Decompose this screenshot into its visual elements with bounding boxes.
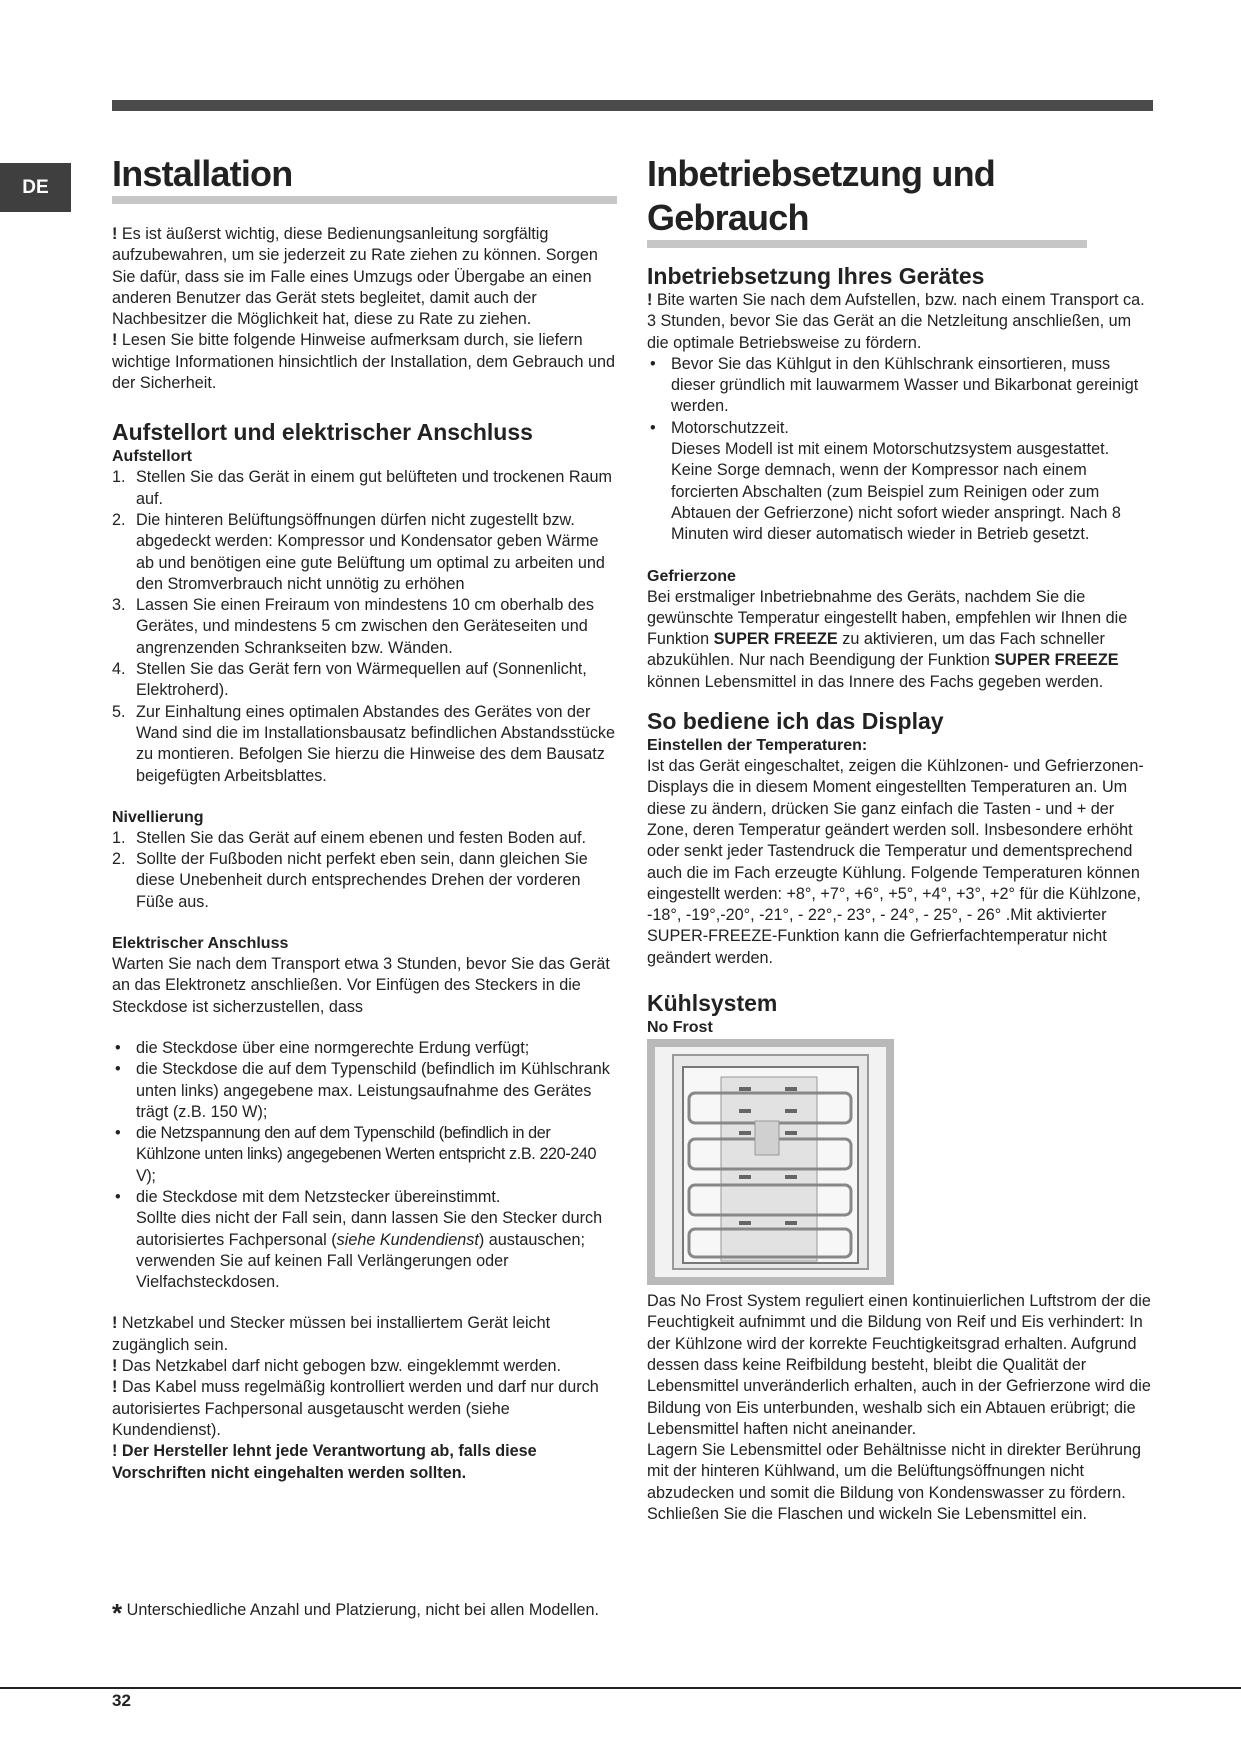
intro-paragraph-1: ! Es ist äußerst wichtig, diese Bedienungsanleitung sorgfältig aufzubewahren, um sie jederzeit zu Rate ziehen zu können. Sorgen Sie dafür, dass sie im Falle eines Umzugs oder Übergabe an einen anderen Benutzer das Gerät stets begleitet, damit auch der Nachbesitzer die Möglichkeit hat, diese zu Rate zu ziehen. [112, 225, 598, 329]
subheading-elektrischer-anschluss: Elektrischer Anschluss [112, 935, 289, 953]
list-item: • die Steckdose die auf dem Typenschild (befindlich im Kühlschrank unten links) angegebene max. Leistungsaufnahme des Gerätes trägt (z.B. 150 W); [115, 1060, 610, 1121]
installation-title: Installation [112, 152, 617, 204]
list-item: • Bevor Sie das Kühlgut in den Kühlschrank einsortieren, muss dieser gründlich mit lauwarmem Wasser und Bikarbonat gereinigt werden. [650, 354, 1139, 416]
list-item: • Motorschutzzeit. Dieses Modell ist mit einem Motorschutzsystem ausgestattet. Keine Sorge demnach, wenn der Kompressor nach einem forcierten Abschalten (zum Beispiel zum Reinigen oder zum Abtauen der Gefrierzone) nicht sofort wieder anspringt. Nach 8 Minuten wird dieser automatisch wieder in Betrieb gesetzt. [650, 418, 1121, 544]
footnote: * Unterschiedliche Anzahl und Platzierung, nicht bei allen Modellen. [112, 1598, 600, 1628]
aufstellort-list [112, 467, 617, 786]
right-column [647, 152, 1153, 1525]
subheading-aufstellort: Aufstellort [112, 448, 192, 466]
subheading-nivellierung: Nivellierung [112, 808, 204, 826]
elektrisch-intro: Warten Sie nach dem Transport etwa 3 Stunden, bevor Sie das Gerät an das Elektronetz anschließen. Vor Einfügen des Steckers in die Steckdose ist sicherzustellen, dass [112, 955, 610, 1016]
kuehlsystem-text-3: Schließen Sie die Flaschen und wickeln Sie Lebensmittel ein. [647, 1504, 1088, 1523]
subheading-gefrierzone: Gefrierzone [647, 567, 736, 585]
footer-rule [0, 1687, 1241, 1689]
list-item: 5. Zur Einhaltung eines optimalen Abstandes des Gerätes von der Wand sind die im Installationsbausatz befindlichen Abstandsstücke zu montieren. Befolgen Sie hierzu die Hinweise des dem Bausatz beigefügten Arbeitsblattes. [112, 702, 616, 785]
section-kuehlsystem: Kühlsystem [647, 990, 778, 1017]
warning-3: ! Das Kabel muss regelmäßig kontrolliert werden und darf nur durch autorisiertes Fachpersonal ausgetauscht werden (siehe Kundendienst). [112, 1378, 599, 1439]
language-tab: DE [0, 163, 71, 212]
warning-liability: ! Der Hersteller lehnt jede Verantwortung ab, falls diese Vorschriften nicht eingehalten werden sollten. [112, 1442, 537, 1482]
list-item: 1. Stellen Sie das Gerät auf einem ebenen und festen Boden auf. [112, 828, 586, 847]
section-inbetriebsetzung-geraet: Inbetriebsetzung Ihres Gerätes [647, 263, 985, 289]
s1-bullets [647, 354, 1153, 546]
section-aufstellort-anschluss: Aufstellort und elektrischer Anschluss [112, 419, 533, 446]
inbetriebsetzung-title: Inbetriebsetzung und Gebrauch [647, 152, 1087, 248]
list-item: 1. Stellen Sie das Gerät in einem gut belüfteten und trockenen Raum auf. [112, 468, 613, 508]
list-item: 2. Sollte der Fußboden nicht perfekt eben sein, dann gleichen Sie diese Unebenheit durch entsprechendes Drehen der vorderen Füße aus. [112, 850, 588, 911]
page-number: 32 [112, 1691, 131, 1710]
warning-1: ! Netzkabel und Stecker müssen bei installiertem Gerät leicht zugänglich sein. [112, 1314, 551, 1354]
display-text: Ist das Gerät eingeschaltet, zeigen die Kühlzonen- und Gefrierzonen-Displays die in diesem Moment eingestellten Temperaturen an. Um diese zu ändern, drücken Sie ganz einfach die Tasten - und + der Zone, deren Temperatur geändert werden soll. Insbesondere erhöht oder senkt jeder Tastendruck die Temperatur und dementsprechend auch die im Fach erzeugte Kühlung. Folgende Temperaturen können eingestellt werden: +8°, +7°, +6°, +5°, +4°, +3°, +2° für die Kühlzone, -18°, -19°,-20°, -21°, - 22°,- 23°, - 24°, - 25°, - 26° .Mit aktivierter SUPER-FREEZE-Funktion kann die Gefrierfachtemperatur nicht geändert werden. [647, 757, 1144, 967]
list-item: • die Steckdose mit dem Netzstecker übereinstimmt. Sollte dies nicht der Fall sein, dann lassen Sie den Stecker durch autorisiertes Fachpersonal (siehe Kundendienst) austauschen; verwenden Sie auf keinen Fall Verlängerungen oder Vielfachsteckdosen. [115, 1187, 603, 1292]
s1-intro: ! Bite warten Sie nach dem Aufstellen, bzw. nach einem Transport ca. 3 Stunden, bevor Sie das Gerät an die Netzleitung anschließen, um die optimale Betriebsweise zu fördern. [647, 291, 1145, 352]
no-frost-illustration [647, 1039, 894, 1285]
kuehlsystem-text-1: Das No Frost System reguliert einen kontinuierlichen Luftstrom der die Feuchtigkeit aufnimmt und die Bildung von Reif und Eis verhindert: In der Kühlzone wird der korrekte Feuchtigkeitsgrad erhalten. Aufgrund dessen dass keine Reifbildung besteht, bleibt die Qualität der Lebensmittel unveränderlich erhalten, auch in der Gefrierzone wird die Bildung von Eis unterbunden, weshalb sich ein Abtauen erübrigt; die Lebensmittel haften nicht aneinander. [647, 1292, 1151, 1438]
gefrierzone-text: Bei erstmaliger Inbetriebnahme des Geräts, nachdem Sie die gewünschte Temperatur eingestellt haben, empfehlen wir Ihnen die Funktion SUPER FREEZE zu aktivieren, um das Fach schneller abzukühlen. Nur nach Beendigung der Funktion SUPER FREEZE können Lebensmittel in das Innere des Fachs gegeben werden. [647, 587, 1128, 691]
left-column [112, 152, 617, 1484]
fridge-interior-image [655, 1047, 886, 1277]
intro-paragraph-2: ! Lesen Sie bitte folgende Hinweise aufmerksam durch, sie liefern wichtige Informationen hinsichtlich der Installation, dem Gebrauch und der Sicherheit. [112, 331, 615, 393]
kuehlsystem-text-2: Lagern Sie Lebensmittel oder Behältnisse nicht in direkter Berührung mit der hinteren Kühlwand, um die Belüftungsöffnungen nicht abzudecken und somit die Bildung von Kondenswasser zu fördern. [647, 1441, 1142, 1502]
subheading-temperaturen: Einstellen der Temperaturen: [647, 737, 868, 755]
section-display: So bediene ich das Display [647, 708, 944, 735]
nivellierung-list [112, 828, 617, 913]
list-item: • die Steckdose über eine normgerechte Erdung verfügt; [115, 1038, 530, 1057]
list-item: 3. Lassen Sie einen Freiraum von mindestens 10 cm oberhalb des Gerätes, und mindestens 5 cm zwischen den Geräteseiten und angrenzenden Schrankseiten bzw. Wänden. [112, 596, 595, 657]
subheading-no-frost: No Frost [647, 1019, 713, 1037]
warning-2: ! Das Netzkabel darf nicht gebogen bzw. eingeklemmt werden. [112, 1357, 561, 1376]
top-rule [112, 100, 1153, 111]
list-item: • die Netzspannung den auf dem Typenschild (befindlich in der Kühlzone unten links) angegebenen Werten entspricht z.B. 220-240 V); [115, 1124, 597, 1185]
elektrisch-bullets [112, 1038, 617, 1294]
list-item: 2. Die hinteren Belüftungsöffnungen dürfen nicht zugestellt bzw. abgedeckt werden: Kompressor und Kondensator geben Wärme ab und benötigen eine gute Belüftung um optimal zu arbeiten und den Stromverbrauch nicht unnötig zu erhöhen [112, 510, 605, 593]
list-item: 4. Stellen Sie das Gerät fern von Wärmequellen auf (Sonnenlicht, Elektroherd). [112, 660, 587, 700]
